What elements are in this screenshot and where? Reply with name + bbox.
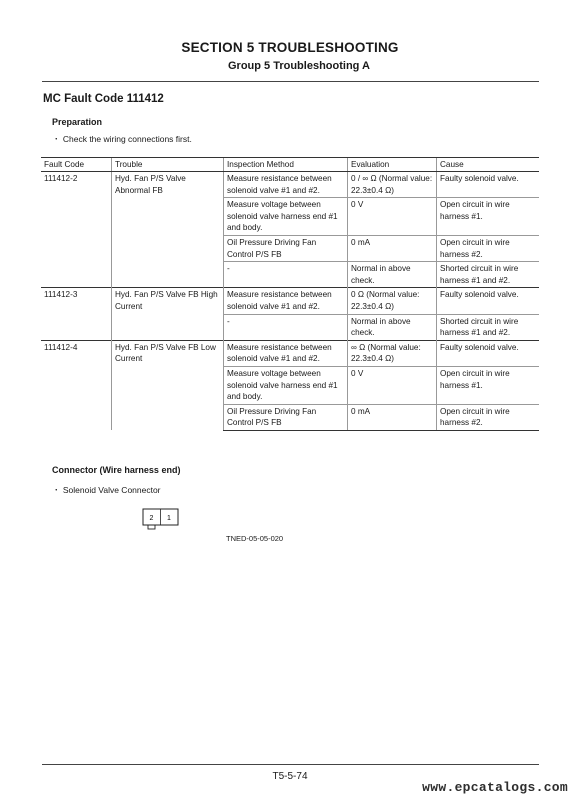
inspection-method-cell: Measure resistance between solenoid valve #1 and #2. [224, 288, 348, 314]
header-cause: Cause [437, 158, 540, 172]
group-title: Group 5 Troubleshooting A [228, 60, 370, 72]
cause-cell: Shorted circuit in wire harness #1 and #2. [437, 314, 540, 340]
figure-id: TNED-05-05-020 [226, 534, 284, 543]
page-header [0, 40, 580, 72]
cause-cell: Shorted circuit in wire harness #1 and #2. [437, 262, 540, 288]
table-row [41, 340, 539, 366]
inspection-method-cell: - [224, 314, 348, 340]
connector-bullet: ・ Solenoid Valve Connector [52, 485, 161, 495]
preparation-heading: Preparation [52, 117, 103, 127]
fault-code-title: MC Fault Code 111412 [43, 93, 164, 105]
evaluation-cell: 0 mA [348, 404, 437, 430]
evaluation-cell: Normal in above check. [348, 262, 437, 288]
trouble-cell: Hyd. Fan P/S Valve Abnormal FB [112, 172, 224, 288]
table-header-row [41, 158, 539, 172]
table-row [41, 172, 539, 198]
connector-latch [148, 525, 155, 529]
inspection-method-cell: Measure voltage between solenoid valve harness end #1 and body. [224, 198, 348, 236]
evaluation-cell: ∞ Ω (Normal value: 22.3±0.4 Ω) [348, 340, 437, 366]
connector-pin-1: 1 [167, 515, 171, 522]
cause-cell: Faulty solenoid valve. [437, 172, 540, 198]
page-number: T5-5-74 [272, 771, 308, 782]
header-evaluation: Evaluation [348, 158, 437, 172]
header-divider [42, 81, 539, 82]
inspection-method-cell: Oil Pressure Driving Fan Control P/S FB [224, 404, 348, 430]
footer-divider [42, 764, 539, 765]
watermark: www.epcatalogs.com [422, 780, 568, 795]
inspection-method-cell: Oil Pressure Driving Fan Control P/S FB [224, 235, 348, 261]
table-row [41, 288, 539, 314]
connector-pin-2: 2 [149, 515, 154, 522]
section-title: SECTION 5 TROUBLESHOOTING [181, 40, 399, 55]
evaluation-cell: 0 mA [348, 235, 437, 261]
fault-code-cell: 111412-4 [41, 340, 112, 430]
solenoid-connector-diagram [140, 504, 182, 532]
evaluation-cell: 0 Ω (Normal value: 22.3±0.4 Ω) [348, 288, 437, 314]
trouble-cell: Hyd. Fan P/S Valve FB Low Current [112, 340, 224, 430]
evaluation-cell: 0 V [348, 198, 437, 236]
header-inspection-method: Inspection Method [224, 158, 348, 172]
connector-heading: Connector (Wire harness end) [52, 465, 181, 475]
fault-code-cell: 111412-2 [41, 172, 112, 288]
cause-cell: Faulty solenoid valve. [437, 340, 540, 366]
preparation-bullet: ・ Check the wiring connections first. [52, 134, 192, 144]
header-fault-code: Fault Code [41, 158, 112, 172]
inspection-method-cell: Measure resistance between solenoid valve #1 and #2. [224, 172, 348, 198]
cause-cell: Open circuit in wire harness #1. [437, 198, 540, 236]
evaluation-cell: 0 V [348, 366, 437, 404]
inspection-method-cell: - [224, 262, 348, 288]
inspection-method-cell: Measure voltage between solenoid valve harness end #1 and body. [224, 366, 348, 404]
cause-cell: Faulty solenoid valve. [437, 288, 540, 314]
fault-table [41, 157, 539, 431]
cause-cell: Open circuit in wire harness #1. [437, 366, 540, 404]
fault-code-cell: 111412-3 [41, 288, 112, 340]
evaluation-cell: 0 / ∞ Ω (Normal value: 22.3±0.4 Ω) [348, 172, 437, 198]
evaluation-cell: Normal in above check. [348, 314, 437, 340]
cause-cell: Open circuit in wire harness #2. [437, 404, 540, 430]
cause-cell: Open circuit in wire harness #2. [437, 235, 540, 261]
header-trouble: Trouble [112, 158, 224, 172]
inspection-method-cell: Measure resistance between solenoid valve #1 and #2. [224, 340, 348, 366]
trouble-cell: Hyd. Fan P/S Valve FB High Current [112, 288, 224, 340]
